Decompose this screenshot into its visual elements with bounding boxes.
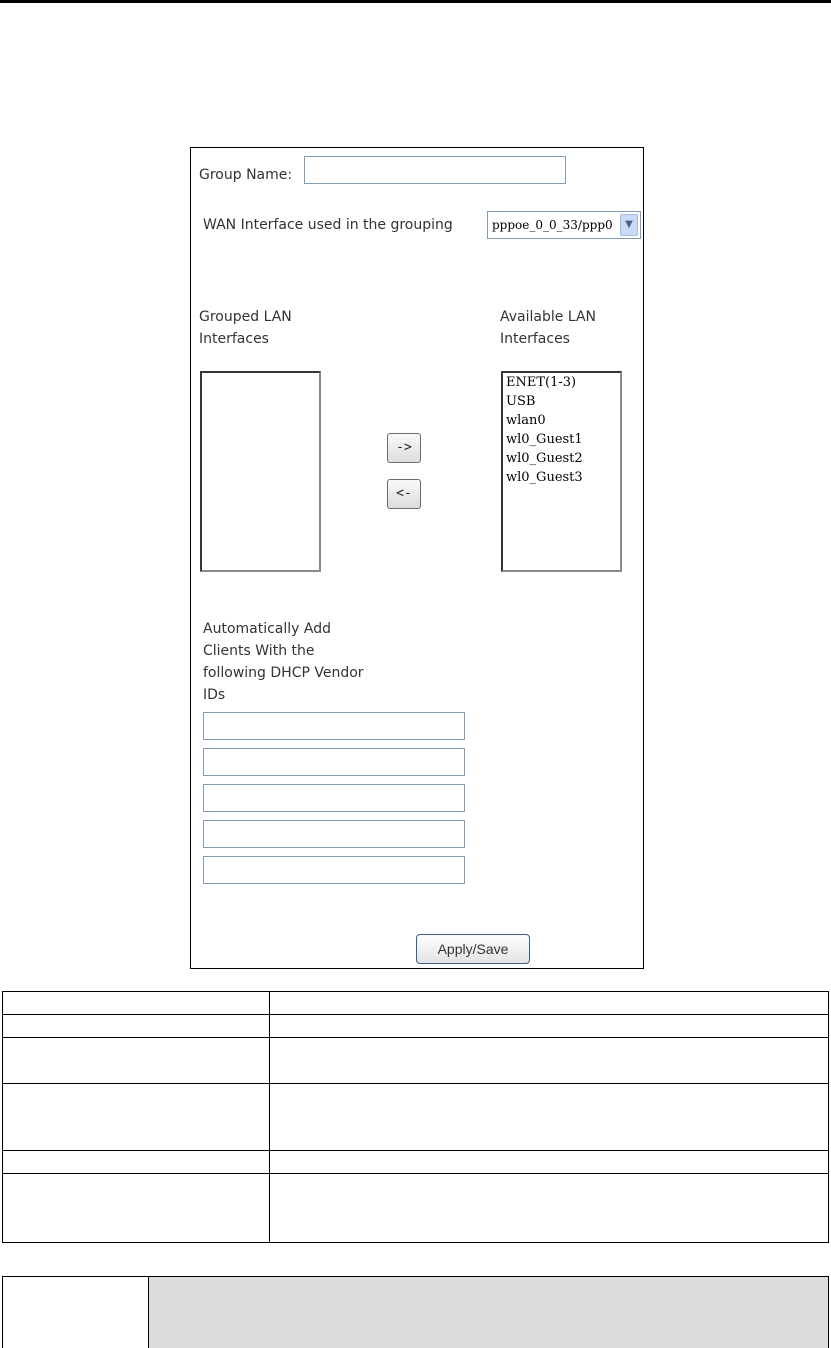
page-top-rule <box>0 0 831 3</box>
chevron-down-icon[interactable]: ▼ <box>620 214 638 236</box>
dhcp-vendor-label: Automatically Add Clients With the following DHCP Vendor IDs <box>203 621 364 703</box>
list-item[interactable]: wl0_Guest3 <box>506 470 583 485</box>
interface-grouping-panel <box>190 147 644 969</box>
table-row <box>3 992 829 1015</box>
move-right-button[interactable]: -> <box>387 433 421 463</box>
list-item[interactable]: USB <box>506 394 536 409</box>
group-name-label: Group Name: <box>199 167 293 183</box>
table-row <box>3 1277 829 1348</box>
field-description-table <box>2 991 829 1243</box>
vendor-id-input-2[interactable] <box>203 748 465 776</box>
available-lan-label: Available LAN Interfaces <box>500 309 596 347</box>
available-lan-listbox[interactable] <box>501 371 622 572</box>
vendor-id-input-1[interactable] <box>203 712 465 740</box>
note-content-cell <box>149 1277 829 1348</box>
wan-interface-selected-value: pppoe_0_0_33/ppp0 <box>492 218 613 232</box>
table-row <box>3 1084 829 1151</box>
table-row <box>3 1038 829 1084</box>
list-item[interactable]: wlan0 <box>506 413 546 428</box>
vendor-id-input-3[interactable] <box>203 784 465 812</box>
table-row <box>3 1015 829 1038</box>
grouped-lan-listbox[interactable] <box>200 371 321 572</box>
note-label-cell <box>3 1277 149 1348</box>
vendor-id-input-4[interactable] <box>203 820 465 848</box>
note-box <box>2 1276 829 1348</box>
wan-interface-select[interactable] <box>487 211 641 239</box>
vendor-id-input-5[interactable] <box>203 856 465 884</box>
grouped-lan-label: Grouped LAN Interfaces <box>199 309 292 347</box>
list-item[interactable]: wl0_Guest1 <box>506 432 583 447</box>
move-left-button[interactable]: <- <box>387 479 421 509</box>
list-item[interactable]: ENET(1-3) <box>506 375 577 390</box>
group-name-input[interactable] <box>304 156 566 184</box>
table-row <box>3 1174 829 1243</box>
list-item[interactable]: wl0_Guest2 <box>506 451 583 466</box>
table-row <box>3 1151 829 1174</box>
wan-interface-label: WAN Interface used in the grouping <box>203 217 453 233</box>
apply-save-button[interactable]: Apply/Save <box>416 934 530 964</box>
